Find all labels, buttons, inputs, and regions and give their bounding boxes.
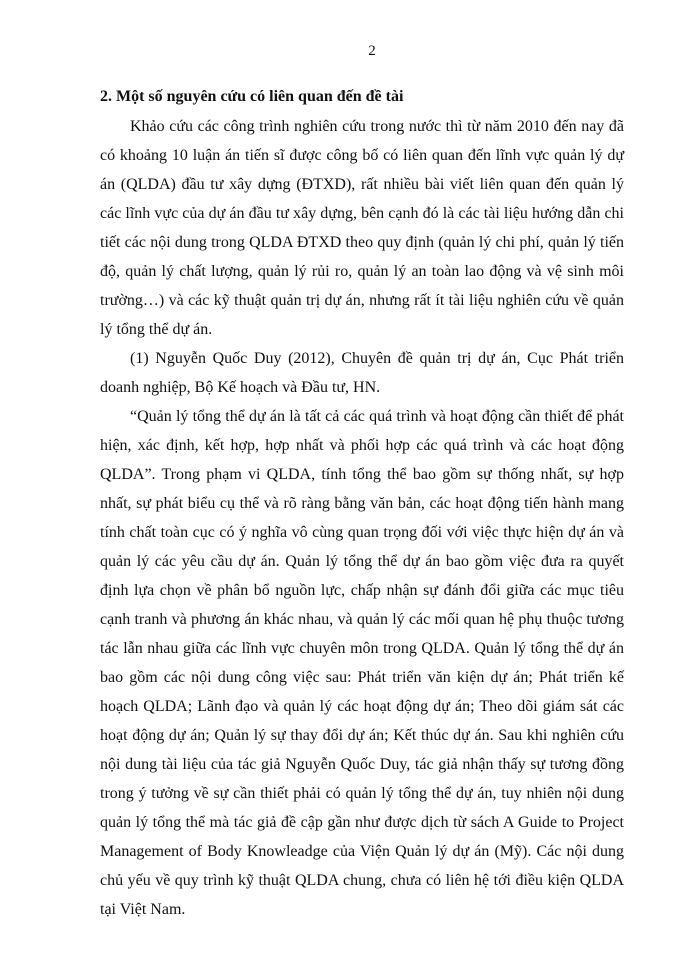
paragraph-reference-1: (1) Nguyễn Quốc Duy (2012), Chuyên đề quản trị dự án, Cục Phát triển doanh nghiệp, Bộ Kế hoạch và Đầu tư, HN. bbox=[100, 350, 624, 396]
page-number: 2 bbox=[368, 43, 376, 59]
section-heading: 2. Một số nguyên cứu có liên quan đến đề tài bbox=[100, 88, 404, 105]
paragraph-intro: Khảo cứu các công trình nghiên cứu trong nước thì từ năm 2010 đến nay đã có khoảng 10 luận án tiến sĩ được công bố có liên quan đến lĩnh vực quản lý dự án (QLDA) đầu tư xây dựng (ĐTXD), rất nhiều bài viết liên quan đến quản lý các lĩnh vực của dự án đầu tư xây dựng, bên cạnh đó là các tài liệu hướng dẫn chi tiết các nội dung trong QLDA ĐTXD theo quy định (quản lý chi phí, quản lý tiến độ, quản lý chất lượng, quản lý rủi ro, quản lý an toàn lao động và vệ sinh môi trường…) và các kỹ thuật quản trị dự án, nhưng rất ít tài liệu nghiên cứu về quản lý tổng thể dự án. bbox=[100, 118, 624, 338]
paragraph-quote: “Quản lý tổng thể dự án là tất cả các quá trình và hoạt động cần thiết để phát hiện, xác định, kết hợp, hợp nhất và phối hợp các quá trình và các hoạt động QLDA”. Trong phạm vi QLDA, tính tổng thể bao gồm sự thống nhất, sự hợp nhất, sự phát biểu cụ thể và rõ ràng bằng văn bản, các hoạt động tiến hành mang tính chất toàn cục có ý nghĩa vô cùng quan trọng đối với việc thực hiện dự án và quản lý các yêu cầu dự án. Quản lý tổng thể dự án bao gồm việc đưa ra quyết định lựa chọn về phân bổ nguồn lực, chấp nhận sự đánh đổi giữa các mục tiêu cạnh tranh và phương án khác nhau, và quản lý các mối quan hệ phụ thuộc tương tác lẫn nhau giữa các lĩnh vực chuyên môn trong QLDA. Quản lý tổng thể dự án bao gồm các nội dung công việc sau: Phát triển văn kiện dự án; Phát triển kế hoạch QLDA; Lãnh đạo và quản lý các hoạt động dự án; Theo dõi giám sát các hoạt động dự án; Quản lý sự thay đổi dự án; Kết thúc dự án. Sau khi nghiên cứu nội dung tài liệu của tác giả Nguyễn Quốc Duy, tác giả nhận thấy sự tương đồng trong ý tưởng về sự cần thiết phải có quản lý tổng thể dự án, tuy nhiên nội dung quản lý tổng thể mà tác giả đề cập gần như được dịch từ sách A Guide to Project Management of Body Knowleadge của Viện Quản lý dự án (Mỹ). Các nội dung chủ yếu về quy trình kỹ thuật QLDA chung, chưa có liên hệ tới điều kiện QLDA tại Việt Nam. bbox=[100, 408, 624, 918]
